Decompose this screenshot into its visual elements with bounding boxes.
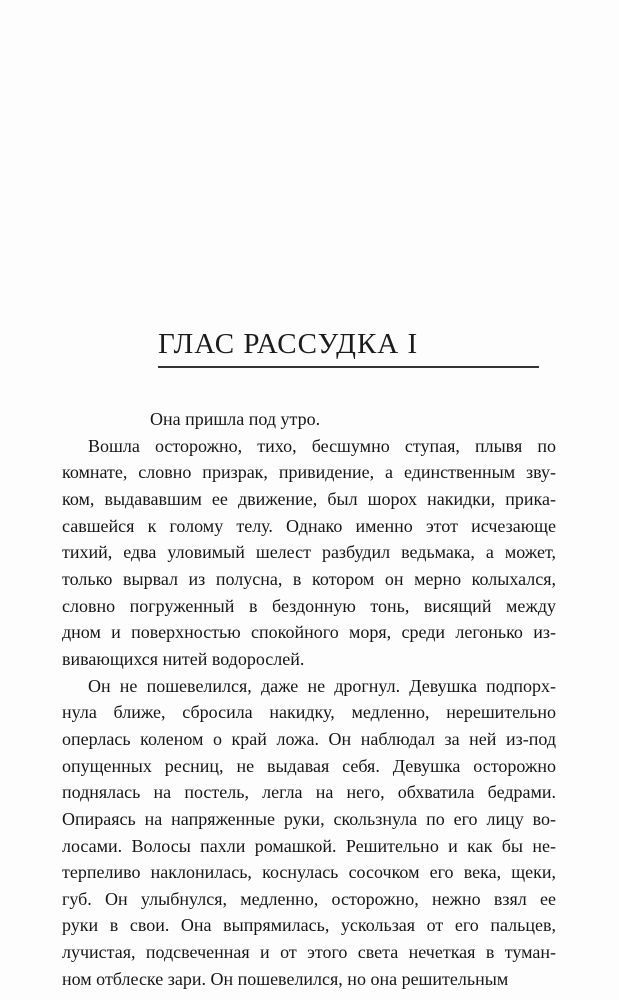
text-line: лучистая, подсвеченная и от этого света нечеткая в туман- [62, 942, 556, 963]
text-line: Он не пошевелился, даже не дрогнул. Девушка подпорх- [88, 675, 556, 696]
text-line: только вырвал из полусна, в котором он мерно колыхался, [62, 568, 556, 589]
text-line: Вошла осторожно, тихо, бесшумно ступая, плывя по [88, 435, 556, 456]
text-line: комнате, словно призрак, привидение, а единственным зву- [62, 462, 556, 483]
text-line: тихий, едва уловимый шелест разбудил ведьмака, а может, [62, 542, 556, 563]
chapter-title: ГЛАС РАССУДКА I [158, 328, 419, 360]
text-line: лосами. Волосы пахли ромашкой. Решительно и как бы не- [62, 835, 556, 856]
chapter-title-rule [158, 366, 539, 368]
text-line: савшейся к голому телу. Однако именно этот исчезающе [62, 515, 556, 536]
text-line: вивающихся нитей водорослей. [62, 648, 305, 669]
text-line: словно погруженный в бездонную тонь, висящий между [62, 595, 556, 616]
text-line: нула ближе, сбросила накидку, медленно, нерешительно [62, 702, 556, 723]
text-line: терпеливо наклонилась, коснулась сосочком его века, щеки, [62, 862, 556, 883]
text-line: губ. Он улыбнулся, медленно, осторожно, нежно взял ее [62, 888, 556, 909]
text-line: ком, выдававшим ее движение, был шорох накидки, прика- [62, 488, 556, 509]
text-line: Опираясь на напряженные руки, скользнула по его лицу во- [62, 808, 556, 829]
body-text [62, 406, 556, 992]
text-line: дном и поверхностью спокойного моря, среди легонько из- [62, 622, 556, 643]
text-line: руки в свои. Она выпрямилась, ускользая от его пальцев, [62, 915, 556, 936]
text-line: опущенных ресниц, не выдавая себя. Девушка осторожно [62, 755, 556, 776]
text-line: оперлась коленом о край ложа. Он наблюдал за ней из-под [62, 728, 556, 749]
text-line: Она пришла под утро. [150, 409, 321, 429]
text-line: ном отблеске зари. Он пошевелился, но она решительным [62, 968, 509, 989]
text-line: поднялась на постель, легла на него, обхватила бедрами. [62, 782, 556, 803]
